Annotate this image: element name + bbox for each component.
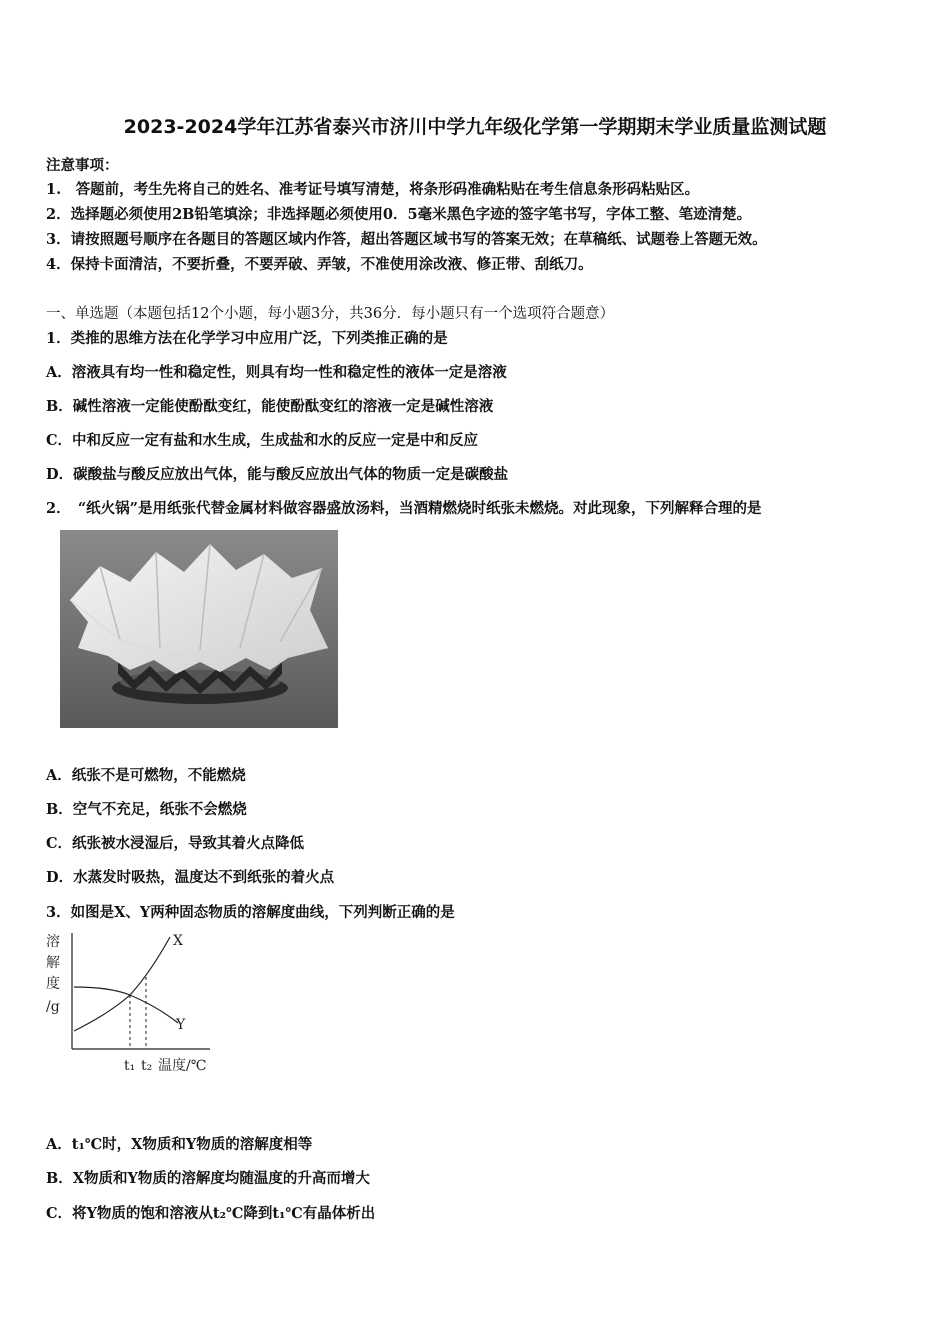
graph-ylabel-2: 解	[46, 955, 60, 971]
graph-ylabel-1: 溶	[46, 934, 60, 950]
curve-y	[74, 987, 178, 1023]
page-title: 2023-2024学年江苏省泰兴市济川中学九年级化学第一学期期末学业质量监测试题	[123, 116, 827, 138]
q1-option-c: C．中和反应一定有盐和水生成，生成盐和水的反应一定是中和反应	[46, 432, 479, 449]
q1-option-b: B．碱性溶液一定能使酚酞变红，能使酚酞变红的溶液一定是碱性溶液	[46, 398, 494, 415]
solubility-graph	[40, 925, 240, 1080]
graph-ylabel-4: /g	[46, 999, 60, 1015]
t1-label: t₁	[124, 1058, 136, 1074]
graph-ylabel-3: 度	[46, 976, 60, 992]
curve-y-label: Y	[176, 1017, 186, 1033]
q3-option-b: B．X物质和Y物质的溶解度均随温度的升高而增大	[46, 1170, 370, 1187]
q2-stem: 2． “纸火锅”是用纸张代替金属材料做容器盛放汤料，当酒精燃烧时纸张未燃烧。对此现象，下列解释合理的是	[46, 500, 762, 517]
q1-stem: 1．类推的思维方法在化学学习中应用广泛，下列类推正确的是	[46, 330, 448, 347]
q2-option-a: A．纸张不是可燃物，不能燃烧	[46, 767, 246, 784]
notice-item-3: 3．请按照题号顺序在各题目的答题区域内作答，超出答题区域书写的答案无效；在草稿纸、试题卷上答题无效。	[46, 231, 767, 248]
t2-label: t₂	[141, 1058, 153, 1074]
notice-heading: 注意事项：	[46, 157, 119, 174]
q1-option-d: D．碳酸盐与酸反应放出气体，能与酸反应放出气体的物质一定是碳酸盐	[46, 466, 509, 483]
section-heading: 一、单选题（本题包括12个小题，每小题3分，共36分．每小题只有一个选项符合题意）	[46, 306, 615, 322]
q2-option-b: B．空气不充足，纸张不会燃烧	[46, 801, 247, 818]
q2-option-c: C．纸张被水浸湿后，导致其着火点降低	[46, 835, 305, 852]
notice-item-2: 2．选择题必须使用2B铅笔填涂；非选择题必须使用0．5毫米黑色字迹的签字笔书写，字体工整、笔迹清楚。	[46, 206, 752, 223]
q3-option-a: A．t₁℃时，X物质和Y物质的溶解度相等	[46, 1136, 313, 1153]
graph-xlabel: 温度/℃	[158, 1058, 207, 1074]
curve-x-label: X	[173, 933, 183, 949]
q3-stem: 3．如图是X、Y两种固态物质的溶解度曲线，下列判断正确的是	[46, 904, 455, 921]
curve-x	[74, 937, 170, 1031]
notice-item-4: 4．保持卡面清洁，不要折叠，不要弄破、弄皱，不准使用涂改液、修正带、刮纸刀。	[46, 256, 593, 273]
q3-option-c: C．将Y物质的饱和溶液从t₂℃降到t₁℃有晶体析出	[46, 1205, 376, 1222]
notice-item-1: 1. 答题前，考生先将自己的姓名、准考证号填写清楚，将条形码准确粘贴在考生信息条形码粘贴区。	[46, 181, 700, 198]
paper-hotpot-photo	[60, 530, 338, 728]
q1-option-a: A．溶液具有均一性和稳定性，则具有均一性和稳定性的液体一定是溶液	[46, 364, 507, 381]
q2-option-d: D．水蒸发时吸热，温度达不到纸张的着火点	[46, 869, 335, 886]
